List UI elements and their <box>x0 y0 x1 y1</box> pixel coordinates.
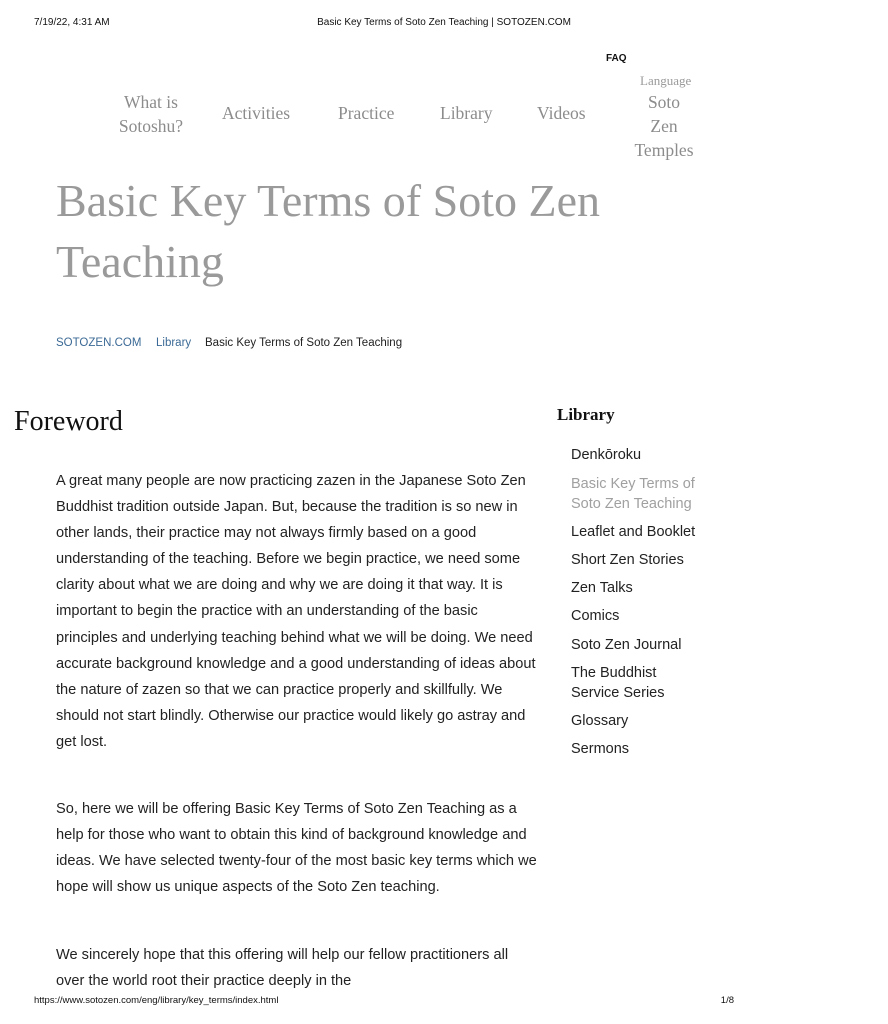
sidebar-item-leaflet-and-booklet[interactable]: Leaflet and Booklet <box>571 524 696 540</box>
library-sidebar <box>557 405 737 757</box>
nav-item-soto-zen-temples[interactable] <box>625 90 703 162</box>
sidebar-item-denkoroku[interactable]: Denkōroku <box>571 447 642 463</box>
article-paragraph: So, here we will be offering Basic Key Terms of Soto Zen Teaching as a help for those who want to obtain this kind of background knowledge and ideas. We have selected twenty-four of the most basic key terms which we hope will show us unique aspects of the Soto Zen teaching. <box>56 801 537 896</box>
language-selector[interactable]: Language <box>640 73 692 88</box>
sidebar-title: Library <box>557 405 615 424</box>
section-heading-text: Foreword <box>14 406 123 437</box>
page-title <box>56 170 716 292</box>
faq-link[interactable]: FAQ <box>606 53 627 64</box>
nav-item-what-is-sotoshu[interactable] <box>108 90 194 138</box>
sidebar-item-glossary[interactable]: Glossary <box>571 713 629 729</box>
article-paragraph: A great many people are now practicing zazen in the Japanese Soto Zen Buddhist tradition outside Japan. But, because the tradition is so new in other lands, their practice may not always firmly based on a good understanding of the teaching. Before we begin practice, we need some clarity about what we are doing and why we are doing it that way. It is important to begin the practice with an understanding of the basic principles and underlying teaching behind what we will be doing. We need accurate background knowledge and a good understanding of ideas about the nature of zazen so that we can practice properly and skillfully. We should not start blindly. Otherwise our practice would likely go astray and get lost. <box>56 473 536 750</box>
sidebar-item-sermons[interactable]: Sermons <box>571 741 630 757</box>
print-page-number: 1/8 <box>720 995 734 1006</box>
nav-item-videos[interactable]: Videos <box>537 103 586 123</box>
sidebar-item-buddhist-service-series[interactable]: The Buddhist Service Series <box>571 665 665 701</box>
section-heading <box>14 404 186 444</box>
nav-item-practice[interactable]: Practice <box>338 103 395 123</box>
breadcrumb-current-page: Basic Key Terms of Soto Zen Teaching <box>205 337 403 349</box>
nav-item-soto-zen-temples-line3: Temples <box>634 140 694 160</box>
breadcrumb-library-link[interactable]: Library <box>156 337 192 349</box>
print-page-title: Basic Key Terms of Soto Zen Teaching | SOTOZEN.COM <box>317 17 571 28</box>
print-url: https://www.sotozen.com/eng/library/key_terms/index.html <box>34 995 279 1006</box>
sidebar-item-basic-key-terms[interactable]: Basic Key Terms of Soto Zen Teaching <box>571 476 695 512</box>
print-header <box>0 17 768 31</box>
page-title-line2: Teaching <box>56 236 224 287</box>
nav-item-library[interactable]: Library <box>440 103 493 123</box>
print-timestamp: 7/19/22, 4:31 AM <box>34 17 110 28</box>
sidebar-item-comics[interactable]: Comics <box>571 608 620 624</box>
sidebar-item-soto-zen-journal[interactable]: Soto Zen Journal <box>571 637 682 653</box>
nav-item-what-is-sotoshu-line1: What is <box>124 92 178 112</box>
breadcrumb-home-link[interactable]: SOTOZEN.COM <box>56 337 142 349</box>
nav-item-what-is-sotoshu-line2: Sotoshu? <box>118 116 184 136</box>
nav-item-activities[interactable]: Activities <box>222 103 291 123</box>
nav-item-soto-zen-temples-line1: Soto <box>647 92 681 112</box>
sidebar-item-zen-talks[interactable]: Zen Talks <box>571 580 633 596</box>
article-paragraph: We sincerely hope that this offering will help our fellow practitioners all over the world root their practice deeply in the <box>56 947 509 990</box>
nav-item-soto-zen-temples-line2: Zen <box>650 116 678 136</box>
page-title-line1: Basic Key Terms of Soto Zen <box>56 175 601 226</box>
sidebar-item-short-zen-stories[interactable]: Short Zen Stories <box>571 552 684 568</box>
